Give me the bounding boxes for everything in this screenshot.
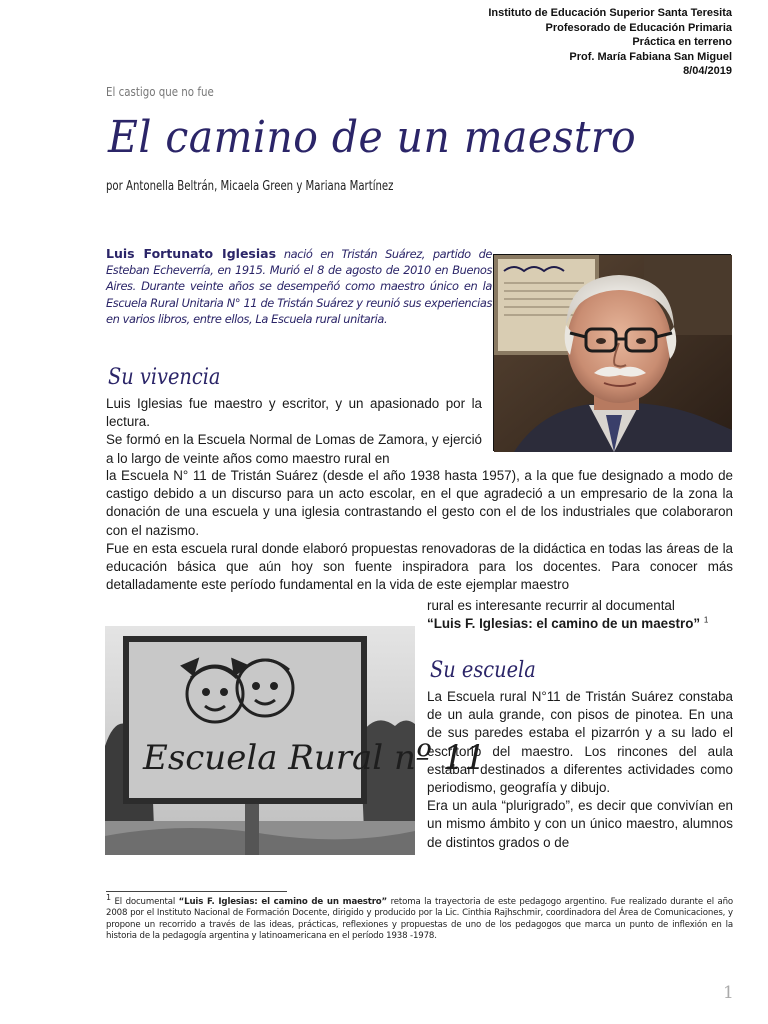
intro-paragraph xyxy=(106,246,492,327)
sign-lettering: Escuela Rural nº 11 xyxy=(143,738,486,778)
escuela-paragraph-2: Era un aula “plurigrado”, es decir que convivían en un mismo ámbito y con un único maestro, alumnos de distintos grados o de xyxy=(427,798,733,850)
header-program: Profesorado de Educación Primaria xyxy=(545,21,732,34)
footnote-number: 1 xyxy=(106,893,111,903)
footnote-divider xyxy=(106,891,287,892)
intro-text: nació en Tristán Suárez, partido de Esteban Echeverría, en 1915. Murió el 8 de agosto de 2010 en Buenos Aires. Durante veinte años se desempeñó como maestro único en la Escuela Rural Unitaria N° 11 de Tristán Suárez y reunió sus experiencias en varios libros, entre ellos, La Escuela rural unitaria. xyxy=(106,247,493,326)
footnote-doc-title: “Luis F. Iglesias: el camino de un maestro” xyxy=(178,897,388,907)
section-heading-escuela: Su escuela xyxy=(430,658,536,683)
footnote-reference[interactable]: 1 xyxy=(703,615,709,625)
header-professor: Prof. María Fabiana San Miguel xyxy=(569,50,732,63)
vivencia-text-narrow xyxy=(106,395,482,468)
section-heading-vivencia: Su vivencia xyxy=(108,365,221,390)
vivencia-text-right xyxy=(427,597,733,633)
header-course: Práctica en terreno xyxy=(632,36,732,48)
vivencia-paragraph-2-start: Se formó en la Escuela Normal de Lomas de Zamora, y ejerció a lo largo de veinte años como maestro rural en xyxy=(106,432,482,466)
article-kicker: El castigo que no fue xyxy=(106,84,214,99)
vivencia-paragraph-3: Fue en esta escuela rural donde elaboró propuestas renovadoras de la didáctica en todas las áreas de la educación básica que aún hoy son fuente inspiradora para los docentes. Para conocer más detalladamente este período fundamental en la vida de este ejemplar maestro xyxy=(106,540,733,593)
vivencia-text-wide xyxy=(106,467,733,594)
header-date: 8/04/2019 xyxy=(683,65,732,77)
escuela-paragraph-1: La Escuela rural N°11 de Tristán Suárez constaba de un aula grande, con pisos de pinotea. En una de sus paredes estaba el pizarrón y a su lado el escritorio del maestro. Los rincones del aula estaban destinados a diferentes actividades como periodismo, geografía y dibujo. xyxy=(427,689,733,796)
diploma-title-icon xyxy=(502,263,568,273)
footnote-text: retoma la trayectoria de este pedagogo argentino. Fue realizado durante el año 2008 por el Instituto Nacional de Formación Docente, dirigido y producido por la Lic. Cinthia Rajhschmir, coordinadora del Área de Comunicaciones, y propone un recorrido a través de las ideas, prácticas, reflexiones y propuestas de uno de los pedagogos que marca un punto de inflexión en la historia de la pedagogía argentina y latinoamericana en el período 1938 -1978. xyxy=(106,897,734,942)
vivencia-paragraph-2-rest: la Escuela N° 11 de Tristán Suárez (desde el año 1938 hasta 1957), a la que fue designado a modo de castigo debido a un discurso para un acto escolar, en el que agradeció a un empresario de la zona la donación de una escuela y una iglesia contrastando el gesto con el de los industriales que colaboraron con el nazismo. xyxy=(106,468,733,538)
article-authors: por Antonella Beltrán, Micaela Green y Mariana Martínez xyxy=(106,179,394,194)
portrait-photo xyxy=(493,254,731,451)
intro-name: Luis Fortunato Iglesias xyxy=(106,246,277,261)
institution-header xyxy=(488,6,732,79)
page-number: 1 xyxy=(723,983,734,1003)
documentary-title: “Luis F. Iglesias: el camino de un maestro” xyxy=(427,616,701,632)
portrait-photo-icon xyxy=(494,255,732,452)
escuela-text xyxy=(427,688,733,852)
footnote xyxy=(106,893,734,943)
article-title: El camino de un maestro xyxy=(108,112,637,163)
footnote-lead: El documental xyxy=(110,897,179,907)
vivencia-paragraph-1: Luis Iglesias fue maestro y escritor, y un apasionado por la lectura. xyxy=(106,396,482,430)
vivencia-paragraph-3-end: rural es interesante recurrir al documental xyxy=(427,598,675,613)
header-institution: Instituto de Educación Superior Santa Teresita xyxy=(488,7,732,19)
